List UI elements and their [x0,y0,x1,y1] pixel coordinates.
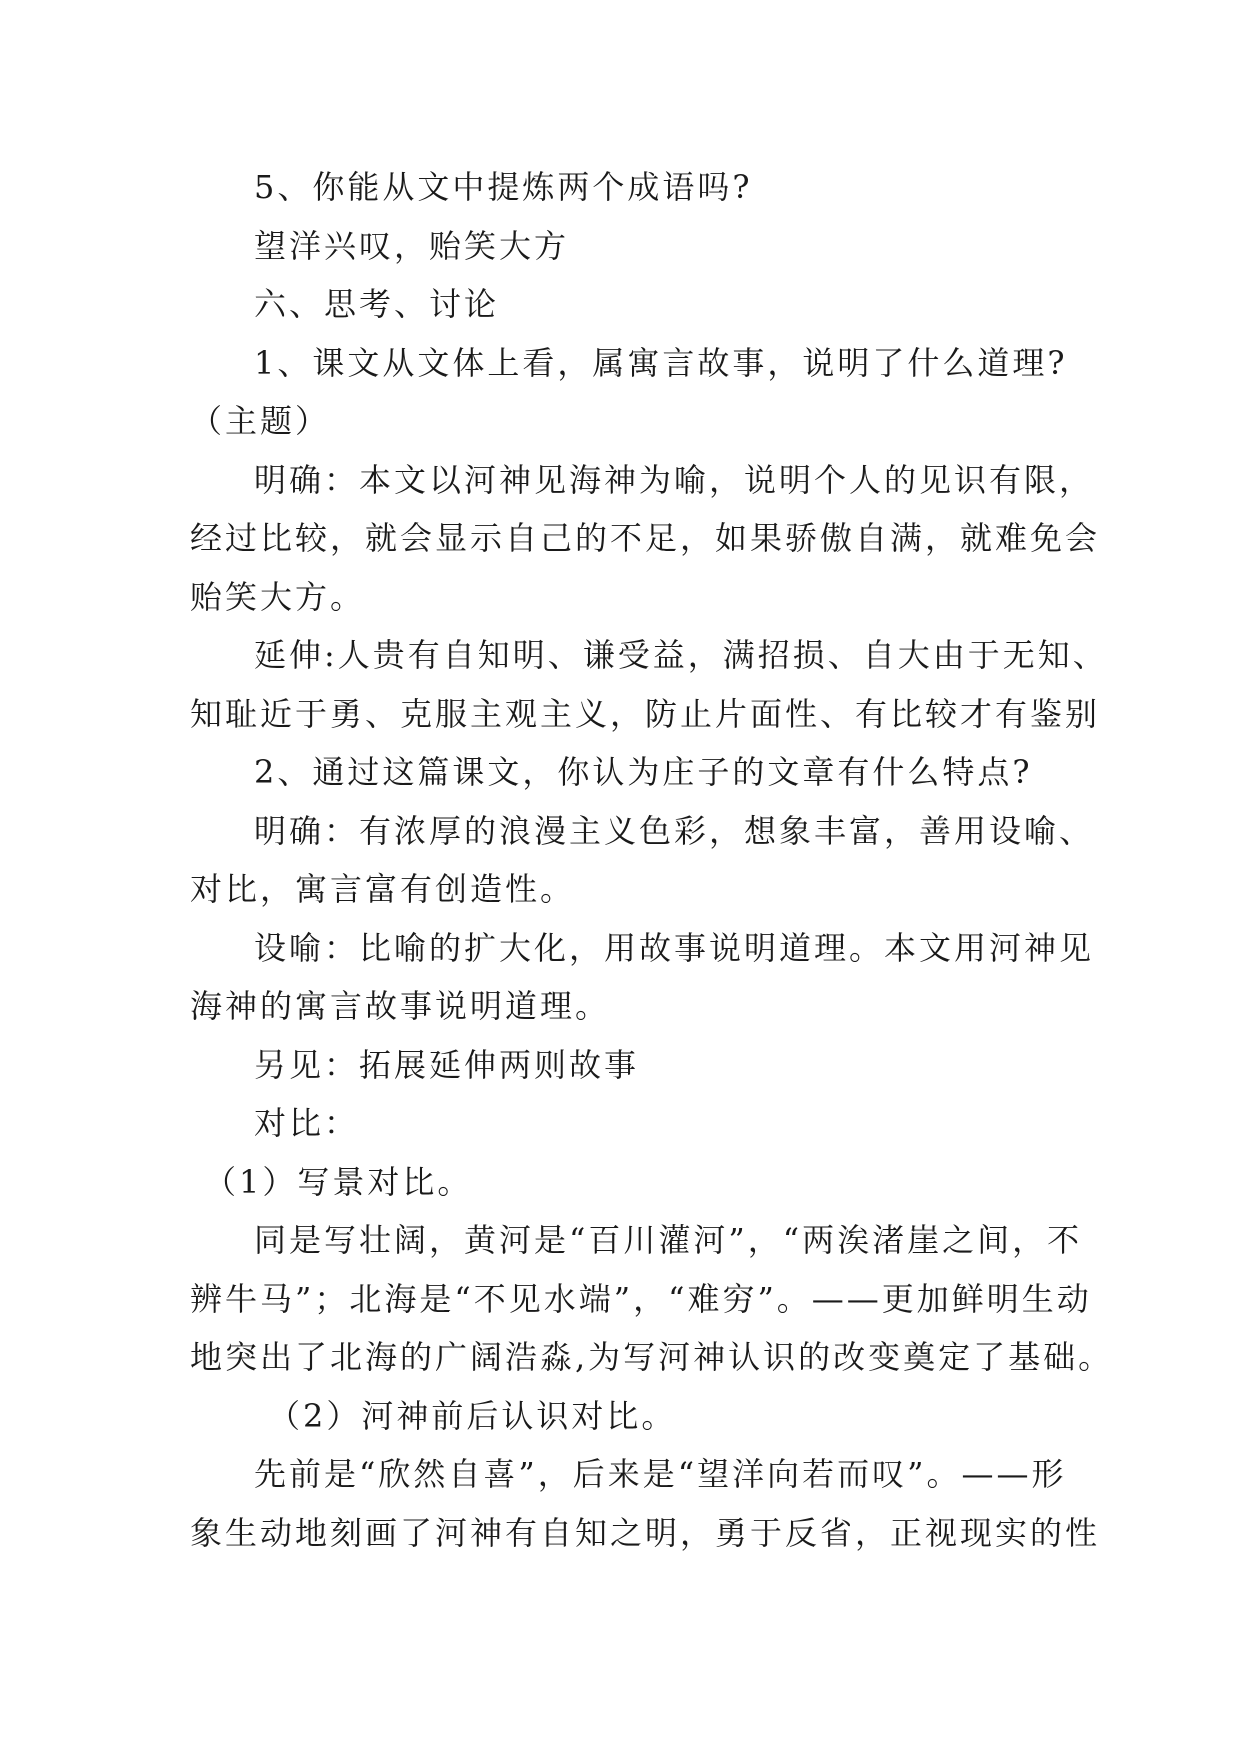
contrast-2-line-1: 先前是“欣然自喜”，后来是“望洋向若而叹”。——形 [254,1455,1067,1493]
see-also: 另见：拓展延伸两则故事 [254,1045,640,1084]
extension-line-1: 延伸:人贵有自知明、谦受益，满招损、自大由于无知、 [254,636,1108,674]
section-heading-6: 六、思考、讨论 [254,285,500,323]
question-1: 1、课文从文体上看，属寓言故事，说明了什么道理? [254,343,1068,382]
answer-2-line-2: 对比，寓言富有创造性。 [190,870,576,908]
document-body [190,158,1114,1562]
question-5: 5、你能从文中提炼两个成语吗? [254,168,753,206]
question-1-note: （主题） [190,402,331,440]
question-2: 2、通过这篇课文，你认为庄子的文章有什么特点? [254,753,1033,791]
answer-1-line-1: 明确：本文以河神见海神为喻，说明个人的见识有限， [254,460,1095,499]
metaphor-line-1: 设喻：比喻的扩大化，用故事说明道理。本文用河神见 [254,928,1095,967]
extension-line-2: 知耻近于勇、克服主观主义，防止片面性、有比较才有鉴别 [190,694,1101,733]
contrast-item-2: （2）河神前后认识对比。 [268,1396,677,1435]
contrast-1-line-3: 地突出了北海的广阔浩淼,为写河神认识的改变奠定了基础。 [190,1338,1114,1376]
contrast-item-1: （1）写景对比。 [204,1162,473,1201]
contrast-1-line-2: 辨牛马”；北海是“不见水端”，“难穷”。——更加鲜明生动 [190,1279,1092,1318]
contrast-heading: 对比： [254,1104,360,1142]
answer-2-line-1: 明确：有浓厚的浪漫主义色彩，想象丰富，善用设喻、 [254,811,1095,850]
answer-1-line-3: 贻笑大方。 [190,577,366,616]
answer-idioms: 望洋兴叹，贻笑大方 [254,226,570,265]
answer-1-line-2: 经过比较，就会显示自己的不足，如果骄傲自满，就难免会 [190,519,1101,557]
contrast-1-line-1: 同是写壮阔，黄河是“百川灌河”，“两涘渚崖之间，不 [254,1221,1083,1259]
metaphor-line-2: 海神的寓言故事说明道理。 [190,987,611,1025]
contrast-2-line-2: 象生动地刻画了河神有自知之明，勇于反省，正视现实的性 [190,1513,1101,1552]
